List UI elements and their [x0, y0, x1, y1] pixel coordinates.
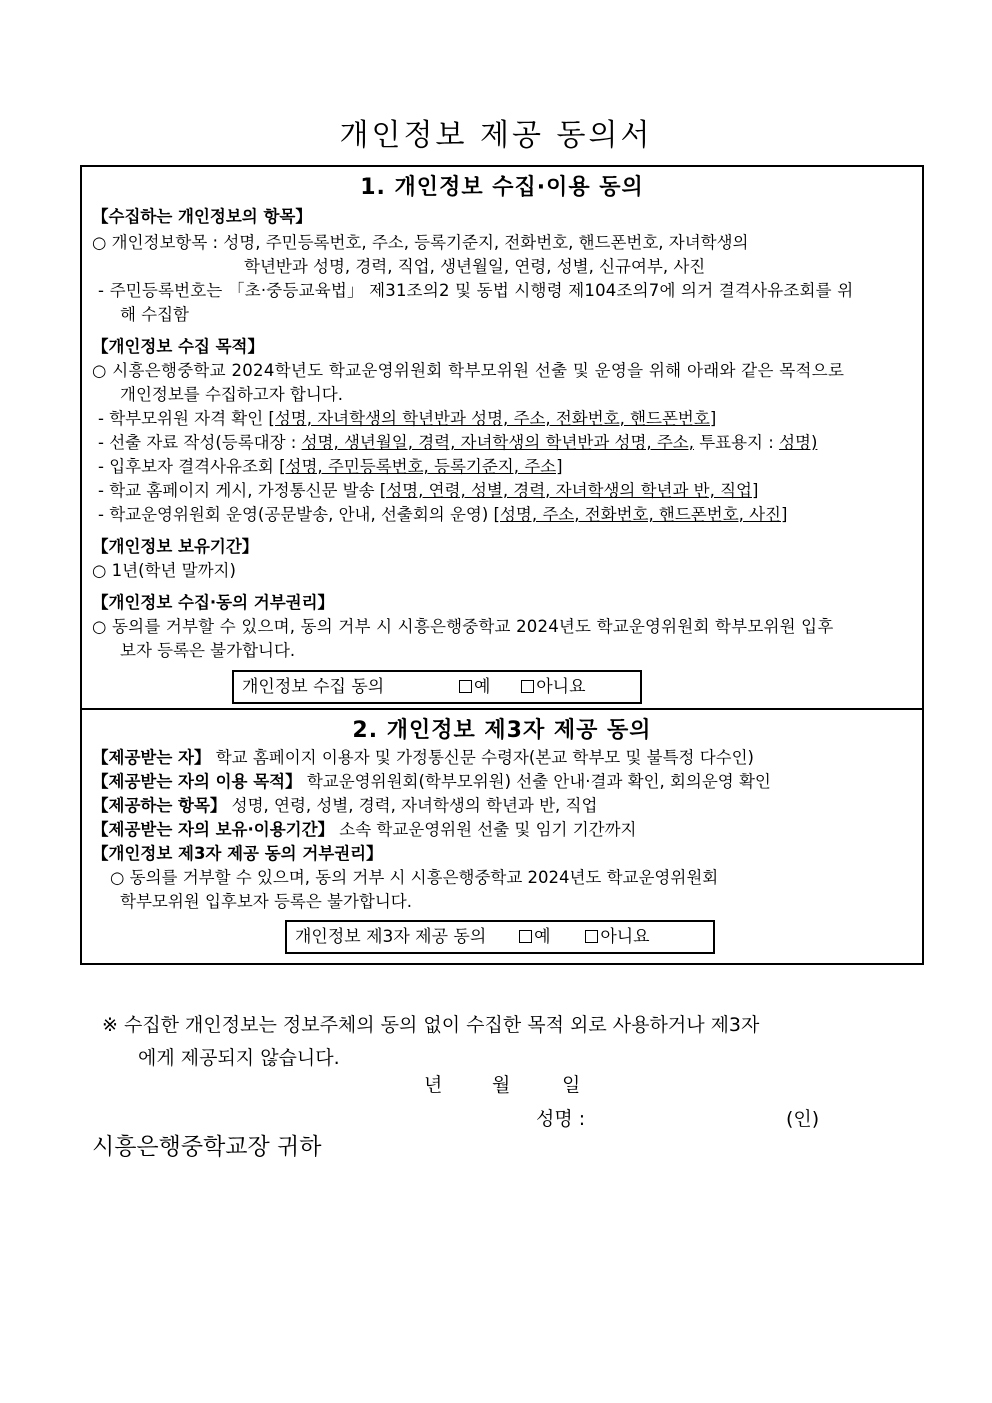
collection-consent-no[interactable]	[521, 677, 585, 697]
third-party-consent-box	[285, 920, 715, 954]
checkbox-icon[interactable]	[519, 930, 532, 943]
third-party-consent-no[interactable]	[585, 927, 649, 947]
provided-items-row	[92, 796, 597, 816]
yes-label: 예	[474, 677, 491, 697]
date-day: 일	[562, 1074, 581, 1096]
period-row	[92, 820, 636, 840]
purpose-item-text: - 선출 자료 작성(등록대장 :	[98, 433, 302, 452]
checkbox-icon[interactable]	[521, 680, 534, 693]
period-value: 소속 학교운영위원 선출 및 임기 기간까지	[334, 820, 637, 839]
third-party-consent-yes[interactable]	[519, 927, 550, 947]
refusal-header: 【개인정보 수집·동의 거부권리】	[92, 593, 335, 612]
purpose-item-detail: [성명, 연령, 성별, 경력, 자녀학생의 학년과 반, 직업]	[379, 481, 759, 500]
provided-items-label: 【제공하는 항목】	[92, 796, 227, 815]
items-note2: 해 수집함	[120, 305, 190, 324]
notice-line1: ※ 수집한 개인정보는 정보주체의 동의 없이 수집한 목적 외로 사용하거나 제3자	[102, 1014, 760, 1036]
use-purpose-row	[92, 772, 771, 792]
purpose-line1: ○ 시흥은행중학교 2024학년도 학교운영위원회 학부모위원 선출 및 운영을 위해 아래와 같은 목적으로	[92, 361, 845, 380]
seal-mark: (인)	[786, 1108, 820, 1130]
section-collection-consent	[80, 165, 924, 710]
purpose-header: 【개인정보 수집 목적】	[92, 337, 265, 356]
section-third-party-consent	[80, 708, 924, 965]
date-year: 년	[424, 1074, 443, 1096]
items-line1: ○ 개인정보항목 : 성명, 주민등록번호, 주소, 등록기준지, 전화번호, 핸드폰번호, 자녀학생의	[92, 233, 749, 252]
purpose-item-text: - 학부모위원 자격 확인	[98, 409, 269, 428]
items-line2: 학년반과 성명, 경력, 직업, 생년월일, 연령, 성별, 신규여부, 사진	[244, 257, 706, 276]
collection-consent-box	[232, 670, 642, 704]
retention-header: 【개인정보 보유기간】	[92, 537, 259, 556]
document-title: 개인정보 제공 동의서	[339, 118, 653, 153]
section1-heading: 1. 개인정보 수집·이용 동의	[360, 175, 644, 200]
recipient-row	[92, 748, 754, 768]
purpose-item-detail2: 성명)	[779, 433, 818, 452]
third-party-refusal-line2: 학부모위원 입후보자 등록은 불가합니다.	[120, 892, 412, 911]
purpose-item	[98, 481, 758, 501]
collection-consent-yes[interactable]	[459, 677, 490, 697]
items-header: 【수집하는 개인정보의 항목】	[92, 207, 312, 226]
purpose-item-text: - 학교운영위원회 운영(공문발송, 안내, 선출회의 운영)	[98, 505, 494, 524]
date-month: 월	[492, 1074, 511, 1096]
purpose-item	[98, 457, 563, 477]
notice-line2: 에게 제공되지 않습니다.	[138, 1047, 340, 1069]
recipient-label: 【제공받는 자】	[92, 748, 211, 767]
collection-consent-label: 개인정보 수집 동의	[242, 677, 385, 697]
provided-items-value: 성명, 연령, 성별, 경력, 자녀학생의 학년과 반, 직업	[226, 796, 598, 815]
period-label: 【제공받는 자의 보유·이용기간】	[92, 820, 335, 839]
purpose-item-detail: 성명, 생년월일, 경력, 자녀학생의 학년반과 성명, 주소,	[301, 433, 694, 452]
purpose-item-detail: [성명, 자녀학생의 학년반과 성명, 주소, 전화번호, 핸드폰번호]	[268, 409, 717, 428]
use-purpose-label: 【제공받는 자의 이용 목적】	[92, 772, 302, 791]
section2-heading: 2. 개인정보 제3자 제공 동의	[352, 718, 652, 743]
purpose-item-extra: 투표용지 :	[694, 433, 780, 452]
purpose-item	[98, 505, 787, 525]
purpose-line2: 개인정보를 수집하고자 합니다.	[120, 385, 343, 404]
third-party-refusal-line1: ○ 동의를 거부할 수 있으며, 동의 거부 시 시흥은행중학교 2024년도 학교운영위원회	[110, 868, 719, 887]
purpose-item-text: - 입후보자 결격사유조회	[98, 457, 280, 476]
items-note1: - 주민등록번호는 「초·중등교육법」 제31조의2 및 동법 시행령 제104조의7에 의거 결격사유조회를 위	[98, 281, 854, 300]
no-label: 아니요	[600, 927, 650, 947]
no-label: 아니요	[536, 677, 586, 697]
checkbox-icon[interactable]	[459, 680, 472, 693]
refusal-line1: ○ 동의를 거부할 수 있으며, 동의 거부 시 시흥은행중학교 2024년도 학교운영위원회 학부모위원 입후	[92, 617, 834, 636]
refusal-line2: 보자 등록은 불가합니다.	[120, 641, 296, 660]
retention-value: ○ 1년(학년 말까지)	[92, 561, 236, 580]
name-label: 성명 :	[536, 1108, 586, 1130]
addressee: 시흥은행중학교장 귀하	[92, 1134, 322, 1160]
purpose-item-text: - 학교 홈페이지 게시, 가정통신문 발송	[98, 481, 380, 500]
yes-label: 예	[534, 927, 551, 947]
third-party-consent-label: 개인정보 제3자 제공 동의	[295, 927, 487, 947]
checkbox-icon[interactable]	[585, 930, 598, 943]
use-purpose-value: 학교운영위원회(학부모위원) 선출 안내·결과 확인, 회의운영 확인	[301, 772, 771, 791]
recipient-value: 학교 홈페이지 이용자 및 가정통신문 수령자(본교 학부모 및 불특정 다수인)	[210, 748, 754, 767]
purpose-item	[98, 409, 716, 429]
third-party-refusal-header: 【개인정보 제3자 제공 동의 거부권리】	[92, 844, 383, 863]
purpose-item-detail: [성명, 주민등록번호, 등록기준지, 주소]	[279, 457, 563, 476]
purpose-item-detail: [성명, 주소, 전화번호, 핸드폰번호, 사진]	[493, 505, 788, 524]
purpose-item	[98, 433, 817, 453]
